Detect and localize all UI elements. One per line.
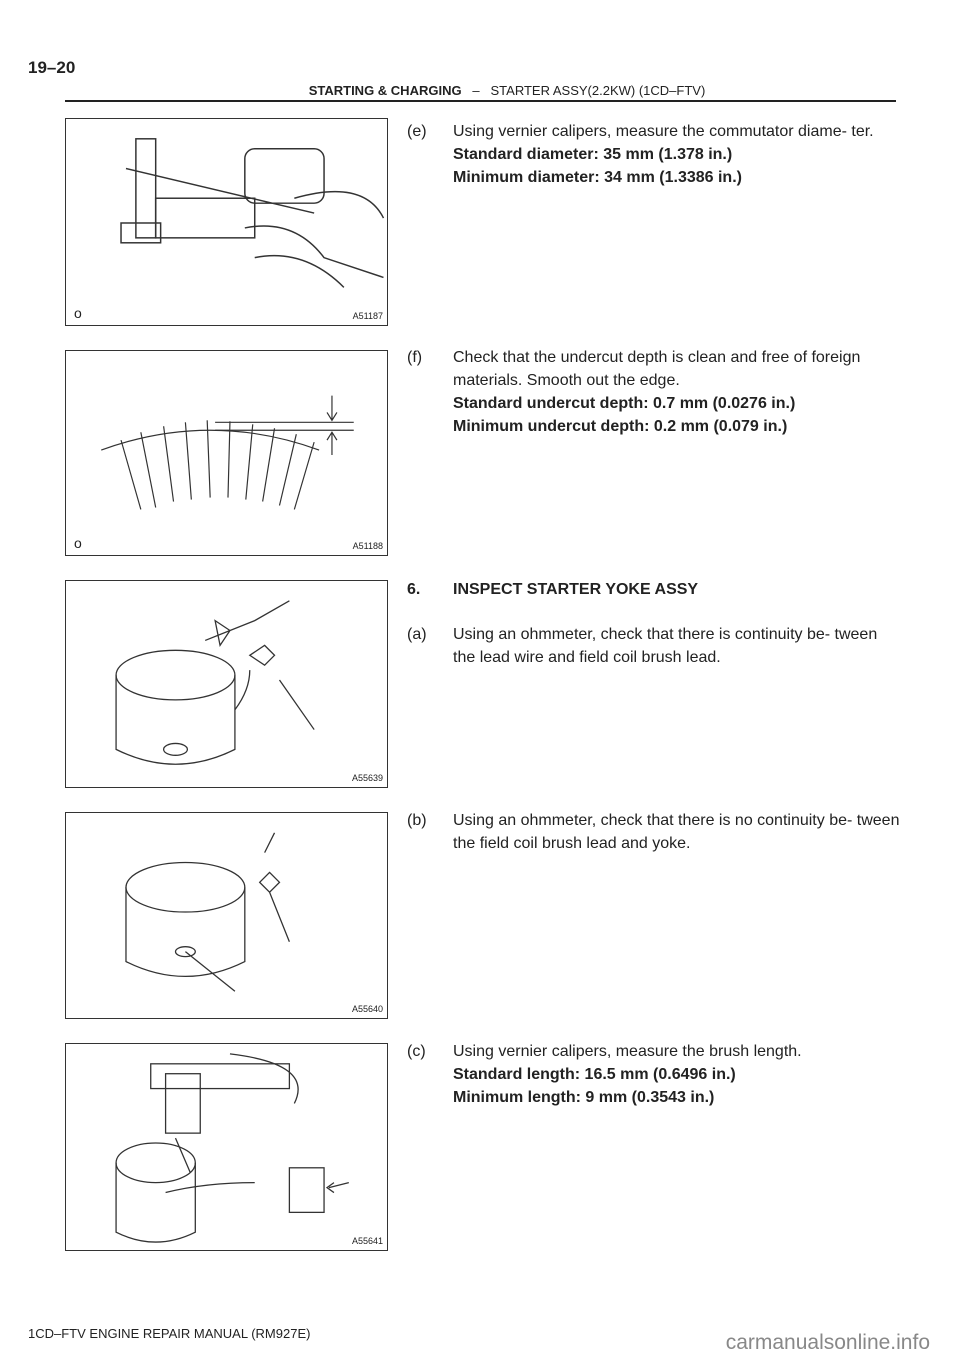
step-e — [407, 120, 902, 189]
spec-minimum: Minimum length: 9 mm (0.3543 in.) — [453, 1089, 715, 1106]
header-separator: – — [472, 83, 480, 98]
step-text: Check that the undercut depth is clean and free of foreign materials. Smooth out the edge. — [453, 349, 861, 389]
yoke-ohmmeter-illustration — [66, 813, 387, 1018]
section-6 — [407, 578, 902, 601]
section-number: 6. — [407, 581, 421, 598]
page-number: 19–20 — [28, 58, 76, 77]
header-topic: STARTER ASSY(2.2KW) (1CD–FTV) — [490, 83, 706, 98]
step-label: (f) — [407, 349, 423, 366]
figure-id: A51187 — [352, 311, 383, 321]
spec-standard: Standard diameter: 35 mm (1.378 in.) — [453, 146, 733, 163]
step-label: (c) — [407, 1043, 426, 1060]
header-section: STARTING & CHARGING — [308, 83, 462, 98]
footer: 1CD–FTV ENGINE REPAIR MANUAL (RM927E) — [28, 1326, 311, 1341]
step-text: Using an ohmmeter, check that there is no continuity be- tween the field coil brush lead and yoke. — [453, 812, 900, 852]
step-c — [407, 1040, 902, 1109]
figure-id: A55639 — [351, 773, 383, 783]
figure-mark: o — [74, 305, 82, 321]
step-f — [407, 346, 902, 438]
step-label: (a) — [407, 626, 427, 643]
figure-commutator-caliper — [65, 118, 388, 326]
figure-yoke-continuity — [65, 580, 388, 788]
step-b — [407, 809, 902, 855]
figure-id: A55640 — [351, 1004, 383, 1014]
step-a — [407, 623, 902, 669]
commutator-segments-illustration — [66, 351, 387, 555]
spec-minimum: Minimum diameter: 34 mm (1.3386 in.) — [453, 169, 742, 186]
spec-standard: Standard length: 16.5 mm (0.6496 in.) — [453, 1066, 736, 1083]
section-title: INSPECT STARTER YOKE ASSY — [453, 581, 699, 598]
figure-undercut-depth — [65, 350, 388, 556]
figure-id: A51188 — [352, 541, 383, 551]
step-text: Using vernier calipers, measure the commutator diame- ter. — [453, 123, 874, 140]
figure-yoke-insulation — [65, 812, 388, 1019]
step-text: Using an ohmmeter, check that there is continuity be- tween the lead wire and field coil brush lead. — [453, 626, 878, 666]
spec-minimum: Minimum undercut depth: 0.2 mm (0.079 in.) — [453, 418, 788, 435]
yoke-ohmmeter-illustration — [66, 581, 387, 787]
spec-standard: Standard undercut depth: 0.7 mm (0.0276 in.) — [453, 395, 796, 412]
watermark: carmanualsonline.info — [725, 1331, 930, 1354]
figure-mark: o — [74, 535, 82, 551]
header-rule — [65, 100, 896, 102]
step-label: (b) — [407, 812, 427, 829]
figure-brush-length — [65, 1043, 388, 1251]
figure-id: A55641 — [351, 1236, 383, 1246]
caliper-illustration — [66, 119, 387, 325]
brush-caliper-illustration — [66, 1044, 387, 1250]
running-header — [28, 83, 896, 98]
step-label: (e) — [407, 123, 427, 140]
step-text: Using vernier calipers, measure the brush length. — [453, 1043, 802, 1060]
